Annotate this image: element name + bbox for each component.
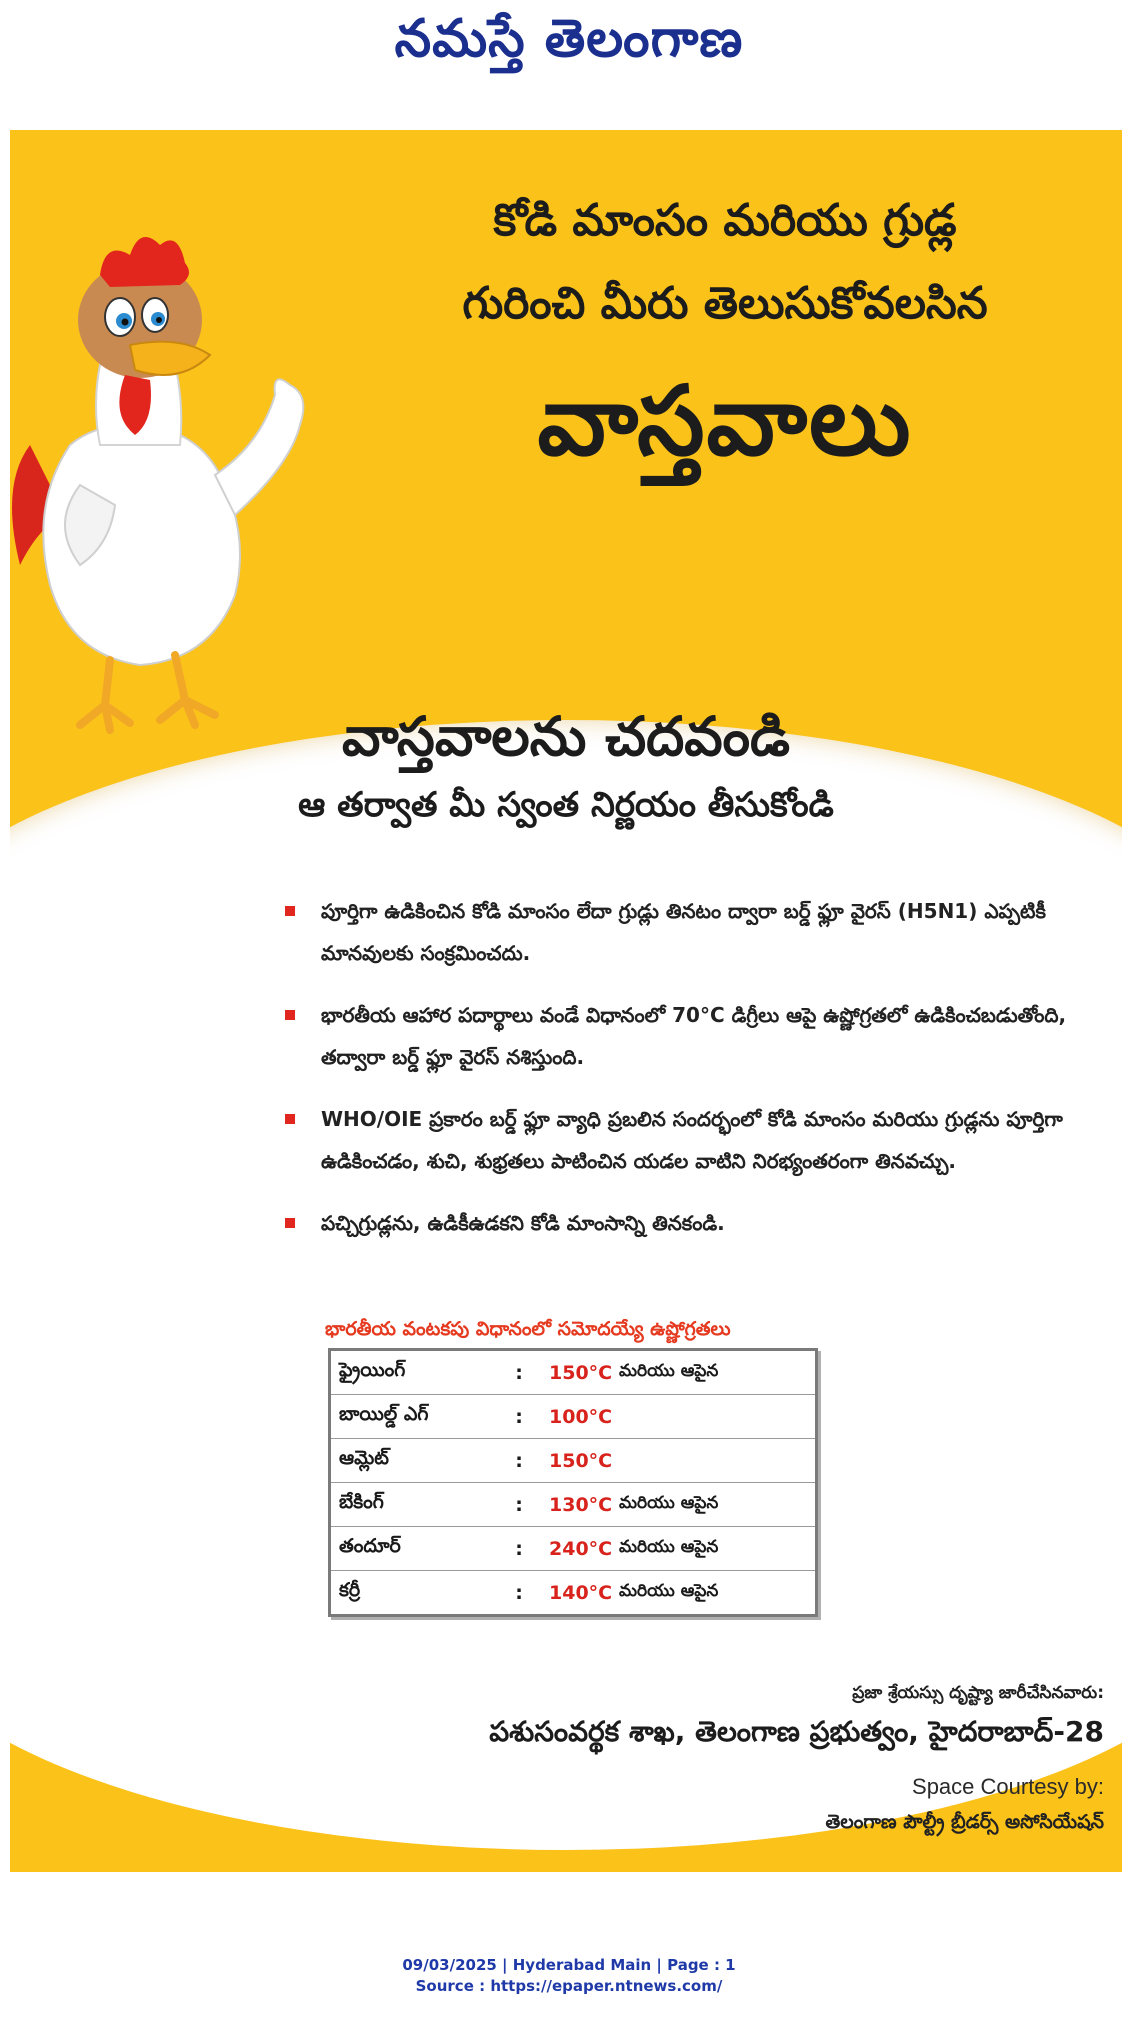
separator: :	[515, 1405, 523, 1428]
separator: :	[515, 1581, 523, 1604]
fact-list	[285, 890, 1075, 1264]
temperature-suffix: మరియు ఆపైన	[619, 1360, 719, 1381]
temperature-table	[328, 1348, 818, 1617]
cooking-method: ఆమ్లెట్	[339, 1447, 389, 1469]
table-row	[331, 1482, 815, 1526]
issuing-department: పశుసంవర్థక శాఖ, తెలంగాణ ప్రభుత్వం, హైదరాబాద్-28	[489, 1715, 1104, 1748]
table-row	[331, 1570, 815, 1614]
temperature-table-caption: భారతీయ వంటకపు విధానంలో సమోదయ్యే ఉష్ణోగ్రతలు	[325, 1318, 731, 1340]
temperature-value: 150°C	[549, 1449, 613, 1472]
fact-item: పచ్చిగ్రుడ్లను, ఉడికీఉడకని కోడి మాంసాన్ని తినకండి.	[285, 1202, 1075, 1244]
temperature-value: 100°C	[549, 1405, 613, 1428]
masthead-logo: నమస్తే తెలంగాణ	[394, 8, 744, 69]
temperature-value: 240°C	[549, 1537, 613, 1560]
table-row	[331, 1394, 815, 1438]
cooking-method: బేకింగ్	[339, 1491, 384, 1513]
headline-line-1: కోడి మాంసం మరియు గ్రుడ్ల	[493, 195, 957, 246]
temperature-value: 130°C	[549, 1493, 613, 1516]
table-row	[331, 1526, 815, 1570]
temperature-value: 150°C	[549, 1361, 613, 1384]
temperature-suffix: మరియు ఆపైన	[619, 1536, 719, 1557]
advertisement	[10, 130, 1122, 1872]
separator: :	[515, 1537, 523, 1560]
table-row	[331, 1438, 815, 1482]
edition-info: 09/03/2025 | Hyderabad Main | Page : 1	[402, 1956, 736, 1974]
source-link[interactable]: Source : https://epaper.ntnews.com/	[415, 1977, 723, 1995]
cooking-method: ఫ్రైయింగ్	[339, 1359, 406, 1381]
separator: :	[515, 1361, 523, 1384]
separator: :	[515, 1493, 523, 1516]
cooking-method: కర్రీ	[339, 1579, 361, 1601]
fact-item: భారతీయ ఆహార పదార్థాలు వండే విధానంలో 70°C డిగ్రీలు ఆపై ఉష్ణోగ్రతలో ఉడికించబడుతోంది, తద్వారా బర్డ్ ఫ్లూ వైరస్ నశిస్తుంది.	[285, 994, 1075, 1078]
courtesy-label: Space Courtesy by:	[912, 1774, 1104, 1799]
page-footer	[0, 1955, 1138, 1997]
temperature-suffix: మరియు ఆపైన	[619, 1580, 719, 1601]
separator: :	[515, 1449, 523, 1472]
sponsor-association: తెలంగాణ పౌల్ట్రీ బ్రీడర్స్ అసోసియేషన్	[825, 1811, 1104, 1833]
subheading-line-1: వాస్తవాలను చదవండి	[342, 705, 790, 768]
subheading-line-2: ఆ తర్వాత మీ స్వంత నిర్ణయం తీసుకోండి	[298, 785, 834, 825]
fact-item: WHO/OIE ప్రకారం బర్డ్ ఫ్లూ వ్యాధి ప్రబలిన సందర్భంలో కోడి మాంసం మరియు గ్రుడ్లను పూర్తిగా ఉడికించడం, శుచి, శుభ్రతలు పాటించిన యడల వాటిని నిరభ్యంతరంగా తినవచ్చు.	[285, 1098, 1075, 1182]
temperature-value: 140°C	[549, 1581, 613, 1604]
fact-item: పూర్తిగా ఉడికించిన కోడి మాంసం లేదా గ్రుడ్లు తినటం ద్వారా బర్డ్ ఫ్లూ వైరస్ (H5N1) ఎప్పటికీ మానవులకు సంక్రమించదు.	[285, 890, 1075, 974]
cooking-method: బాయిల్డ్ ఎగ్	[339, 1403, 429, 1425]
issuer-label: ప్రజా శ్రేయస్సు దృష్ట్యా జారీచేసినవారు:	[852, 1683, 1104, 1703]
temperature-suffix: మరియు ఆపైన	[619, 1492, 719, 1513]
cooking-method: తందూర్	[339, 1535, 401, 1557]
rooster-illustration	[10, 145, 340, 745]
table-row	[331, 1351, 815, 1394]
headline-line-3: వాస్తవాలు	[537, 365, 913, 477]
headline-line-2: గురించి మీరు తెలుసుకోవలసిన	[462, 278, 988, 329]
